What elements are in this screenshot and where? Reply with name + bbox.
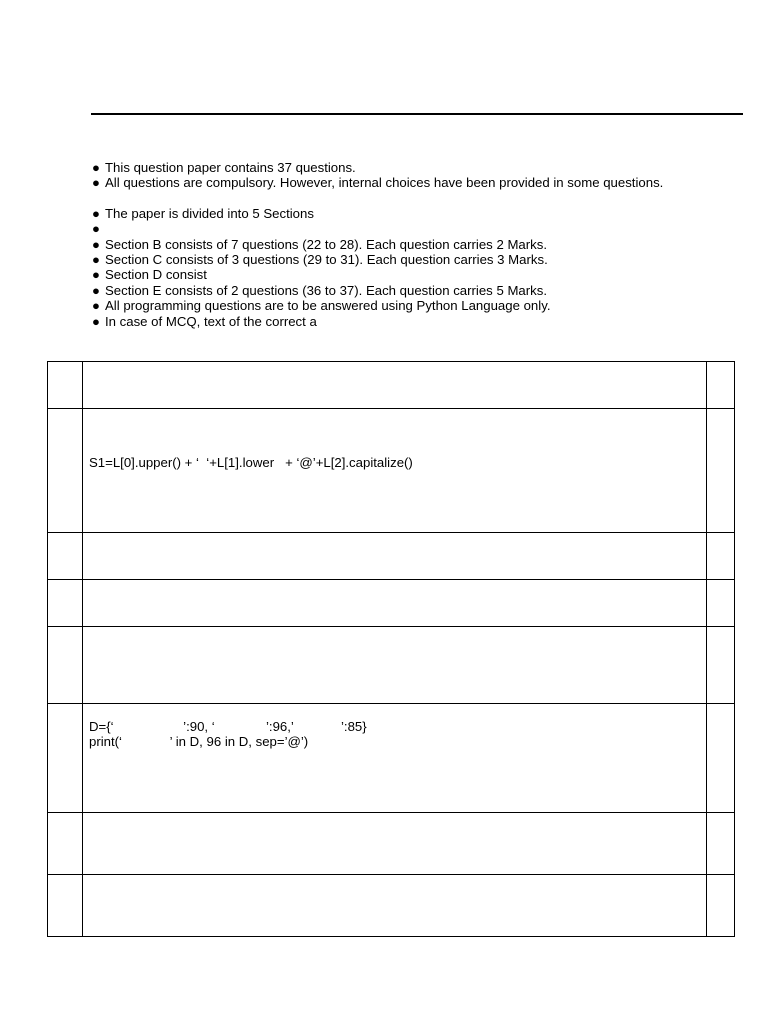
question-row: [48, 409, 735, 533]
question-number-cell: [48, 875, 83, 937]
question-body-cell: [83, 704, 707, 813]
instruction-item: ● This question paper contains 37 questions.: [92, 160, 356, 175]
question-body-cell: [83, 875, 707, 937]
question-marks-cell: [707, 875, 735, 937]
question-row: [48, 580, 735, 627]
bullet-icon: ●: [92, 282, 100, 298]
question-body-cell: [83, 813, 707, 875]
question-number-cell: [48, 533, 83, 580]
question-marks-cell: [707, 813, 735, 875]
question-marks-cell: [707, 533, 735, 580]
bullet-icon: ●: [92, 298, 100, 314]
instruction-item: ● Section E consists of 2 questions (36 to 37). Each question carries 5 Marks.: [92, 282, 548, 298]
code-line: D={‘ ’:90, ‘ ’:96,’ ’:85}: [89, 719, 367, 734]
instruction-item: ● In case of MCQ, text of the correct a: [92, 313, 317, 329]
question-body-cell: [83, 362, 707, 409]
bullet-icon: ●: [92, 160, 100, 175]
question-row: [48, 533, 735, 580]
header-rule: [91, 113, 743, 115]
question-body-cell: [83, 533, 707, 580]
bullet-icon: ●: [92, 313, 100, 329]
question-marks-cell: [707, 580, 735, 627]
bullet-icon: ●: [92, 205, 100, 221]
question-row: [48, 704, 735, 813]
instruction-item: ● Section D consist: [92, 267, 207, 283]
question-number-cell: [48, 627, 83, 704]
question-number-cell: [48, 813, 83, 875]
instruction-item: ● The paper is divided into 5 Sections: [92, 205, 314, 221]
instruction-item: ● All questions are compulsory. However, internal choices have been provided in some questions.: [92, 175, 664, 191]
question-number-cell: [48, 409, 83, 533]
question-marks-cell: [707, 627, 735, 704]
bullet-icon: ●: [92, 267, 100, 283]
question-row: [48, 362, 735, 409]
bullet-icon: ●: [92, 251, 100, 267]
bullet-icon: ●: [92, 236, 100, 252]
question-body-cell: [83, 409, 707, 533]
question-body-cell: [83, 580, 707, 627]
question-body-cell: [83, 627, 707, 704]
question-table: [47, 361, 735, 937]
instruction-item: ● Section B consists of 7 questions (22 to 28). Each question carries 2 Marks.: [92, 236, 548, 252]
bullet-icon: ●: [92, 175, 100, 191]
question-number-cell: [48, 362, 83, 409]
instruction-item: [92, 221, 752, 236]
question-marks-cell: [707, 362, 735, 409]
question-row: [48, 813, 735, 875]
question-row: [48, 875, 735, 937]
question-marks-cell: [707, 704, 735, 813]
general-instructions: [92, 160, 752, 329]
code-line: print(‘ ’ in D, 96 in D, sep=’@’): [89, 734, 309, 750]
question-number-cell: [48, 580, 83, 627]
instruction-item: ● Section C consists of 3 questions (29 to 31). Each question carries 3 Marks.: [92, 251, 548, 267]
question-number-cell: [48, 704, 83, 813]
code-line: S1=L[0].upper() + ‘ ‘+L[1].lower + ‘@’+L[2].capitalize(): [89, 455, 413, 470]
question-row: [48, 627, 735, 704]
instruction-item: ● All programming questions are to be answered using Python Language only.: [92, 298, 551, 314]
question-marks-cell: [707, 409, 735, 533]
bullet-icon: ●: [92, 221, 100, 237]
